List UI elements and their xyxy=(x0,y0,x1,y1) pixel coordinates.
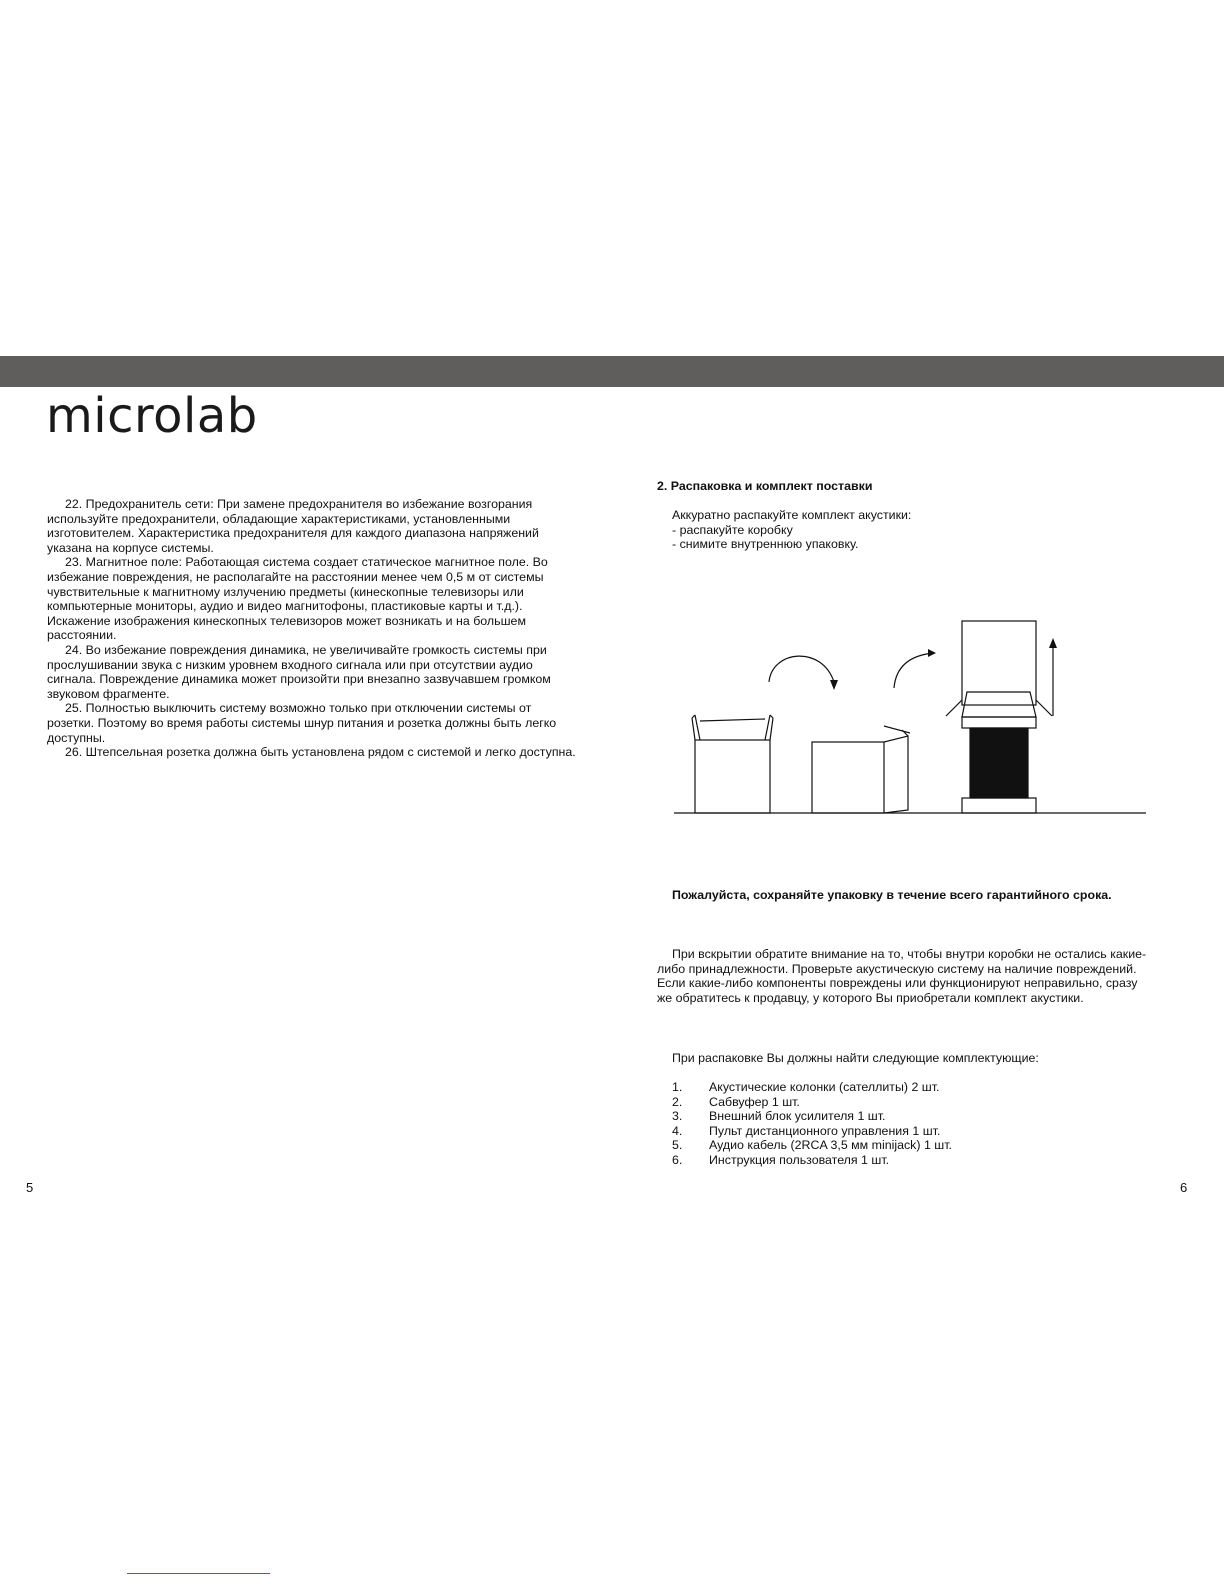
rotate-arrow-icon xyxy=(769,656,834,682)
unpacking-diagram xyxy=(672,620,1152,820)
list-item xyxy=(672,1124,952,1139)
package-contents-list xyxy=(672,1080,952,1168)
footer-rule xyxy=(127,1573,270,1574)
item-number: 1. xyxy=(672,1080,683,1094)
section-title: 2. Распаковка и комплект поставки xyxy=(657,479,873,493)
list-item xyxy=(672,1109,952,1124)
list-item xyxy=(672,1080,952,1095)
intro-line: - снимите внутреннюю упаковку. xyxy=(672,537,859,552)
item-text: Внешний блок усилителя 1 шт. xyxy=(709,1109,886,1124)
list-item xyxy=(672,1153,952,1168)
open-box-illustration xyxy=(692,715,773,813)
item-text: Аудио кабель (2RCA 3,5 мм minijack) 1 шт. xyxy=(709,1138,952,1153)
item-number: 6. xyxy=(672,1152,683,1167)
item-number: 2. xyxy=(672,1094,683,1109)
page-number-left: 5 xyxy=(26,1180,34,1195)
unpack-intro xyxy=(672,508,911,552)
lift-arrow-icon xyxy=(894,653,934,688)
item-text: Пульт дистанционного управления 1 шт. xyxy=(709,1123,941,1138)
list-item xyxy=(672,1095,952,1110)
paragraph-23: 23. Магнитное поле: Работающая система создает статическое магнитное поле. Во избежание повреждения, не располагайте на расстоянии менее чем 0,5 м от системы чувствительные к магнитному излучению предметы (кинескопные телевизоры или компьютерные мониторы, аудио и видео магнитофоны, пластиковые карты и т.д.). Искажение изображения кинескопных телевизоров может возникать и на большем расстоянии. xyxy=(47,555,548,643)
item-number: 3. xyxy=(672,1109,683,1124)
header-bar xyxy=(0,356,1224,387)
turned-box-illustration xyxy=(812,726,910,813)
list-item xyxy=(672,1138,952,1153)
paragraph-24: 24. Во избежание повреждения динамика, не увеличивайте громкость системы при прослушивании звука с низким уровнем входного сигнала или при отсутствии аудио сигнала. Повреждение динамика может произойти при внезапно зазвучавшем громком звуковом фрагменте. xyxy=(47,642,551,701)
item-number: 5. xyxy=(672,1138,683,1153)
contents-intro: При распаковке Вы должны найти следующие комплектующие: xyxy=(672,1051,1039,1065)
page-number-right: 6 xyxy=(1180,1180,1188,1195)
intro-line: - распакуйте коробку xyxy=(672,522,793,537)
inspection-text: При вскрытии обратите внимание на то, чтобы внутри коробки не остались какие-либо принадлежности. Проверьте акустическую систему на наличие повреждений. Если какие-либо компоненты повреждены или функционируют неправильно, сразу же обратитесь к продавцу, у которого Вы приобретали комплект акустики. xyxy=(657,947,1147,1005)
item-text: Инструкция пользователя 1 шт. xyxy=(709,1152,890,1167)
item-text: Акустические колонки (сателлиты) 2 шт. xyxy=(709,1080,940,1094)
safety-instructions xyxy=(47,497,577,760)
paragraph-25: 25. Полностью выключить систему возможно только при отключении системы от розетки. Поэтому во время работы системы шнур питания и розетка должны быть легко доступны. xyxy=(47,701,557,745)
item-text: Сабвуфер 1 шт. xyxy=(709,1094,800,1109)
paragraph-22: 22. Предохранитель сети: При замене предохранителя во избежание возгорания используйте предохранители, обладающие характеристиками, установленными изготовителем. Характеристика предохранителя для каждого диапазона напряжений указана на корпусе системы. xyxy=(47,497,539,555)
lifted-box-illustration xyxy=(946,621,1052,813)
brand-logo: microlab xyxy=(46,388,258,444)
paragraph-26: 26. Штепсельная розетка должна быть установлена рядом с системой и легко доступна. xyxy=(65,745,576,760)
item-number: 4. xyxy=(672,1123,683,1138)
keep-packaging-note: Пожалуйста, сохраняйте упаковку в течение всего гарантийного срока. xyxy=(672,888,1112,902)
inspection-note xyxy=(657,947,1147,1005)
intro-line: Аккуратно распакуйте комплект акустики: xyxy=(672,508,912,522)
